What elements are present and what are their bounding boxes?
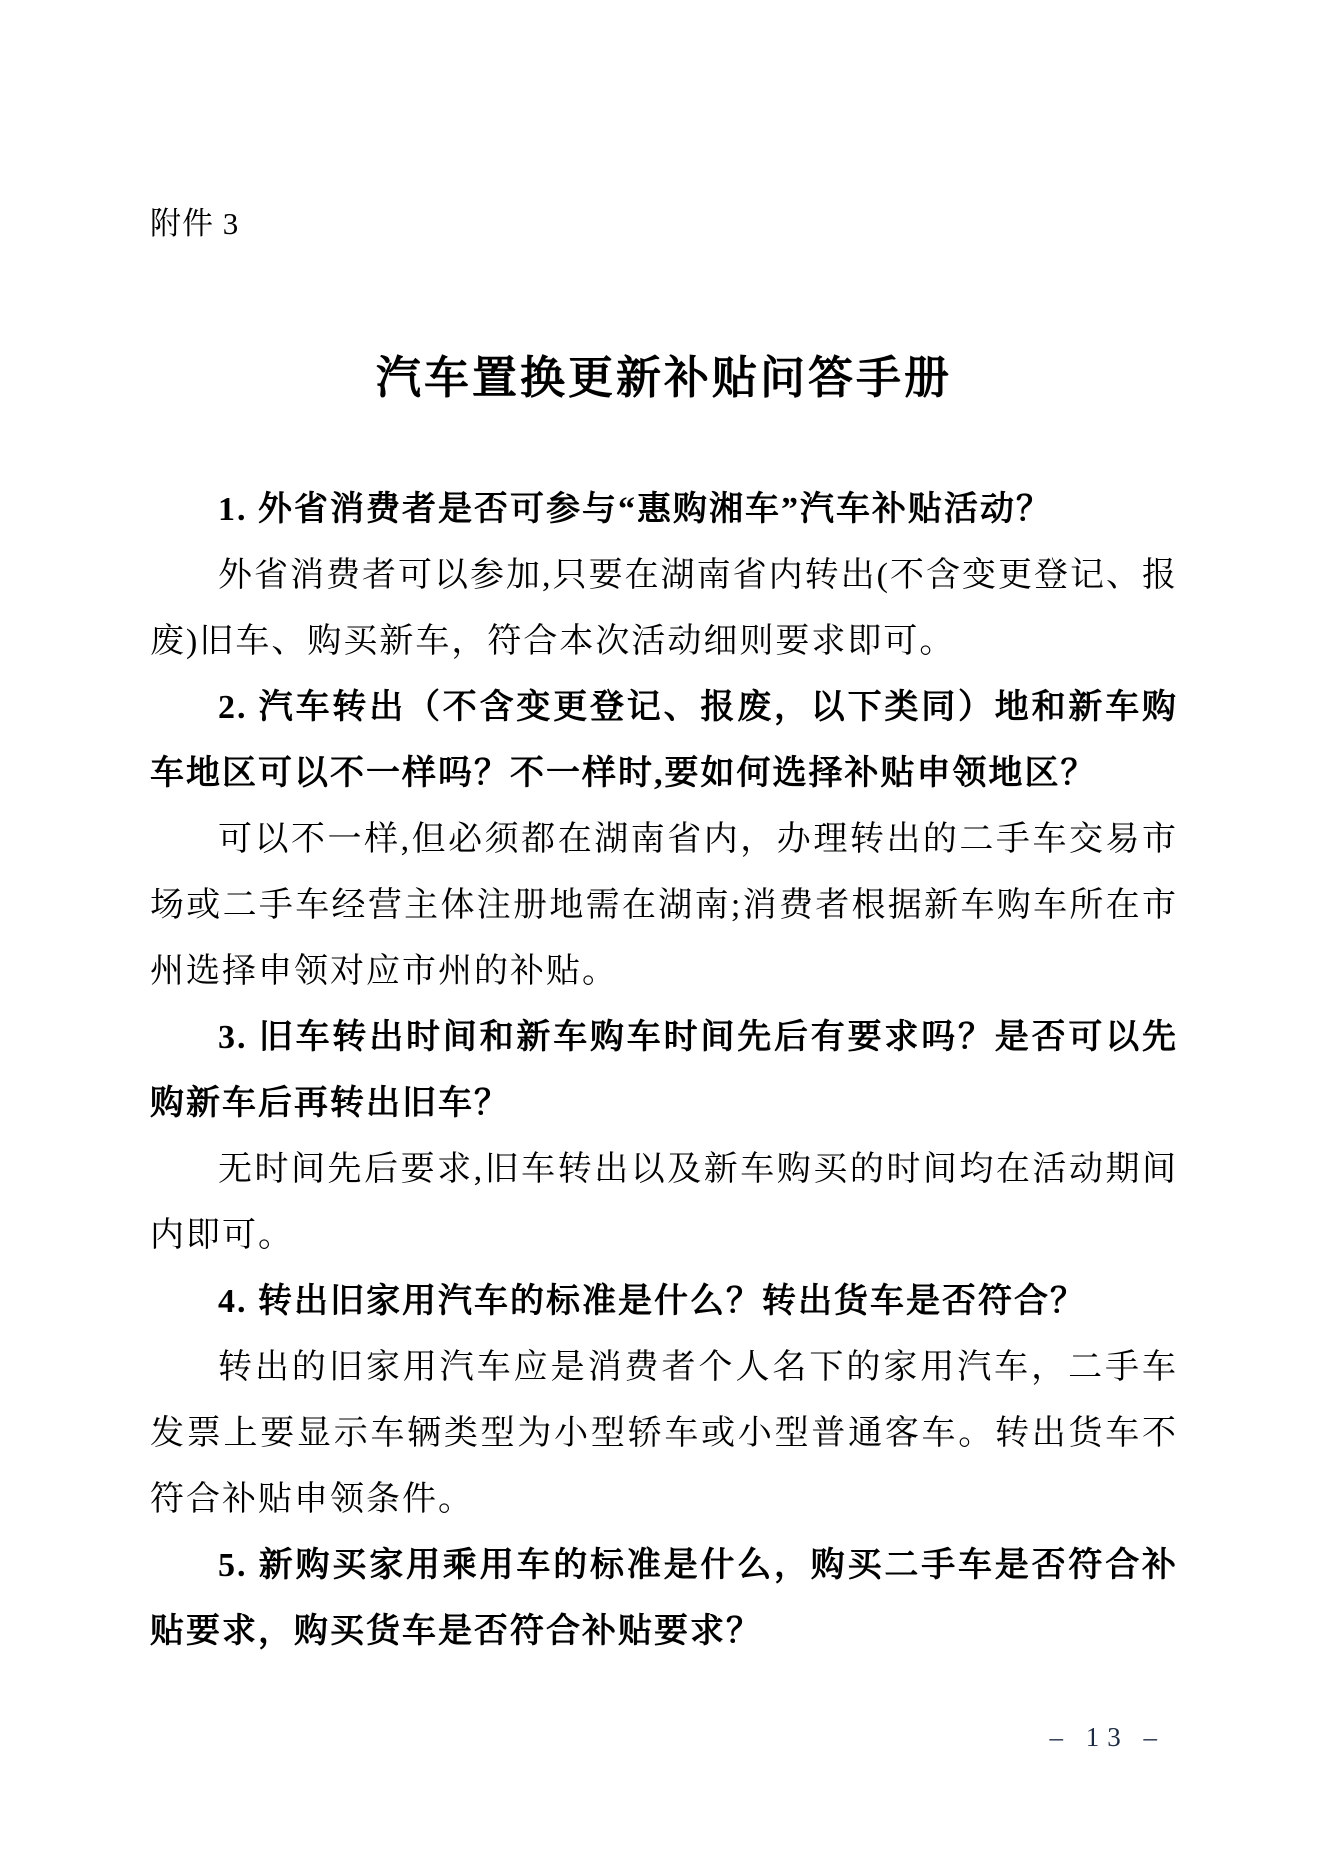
attachment-label: 附件 3: [150, 206, 240, 241]
page-number: – 13 –: [1049, 1722, 1165, 1752]
question-3: 3. 旧车转出时间和新车购车时间先后有要求吗？是否可以先购新车后再转出旧车？: [150, 1019, 1178, 1122]
answer-4: 转出的旧家用汽车应是消费者个人名下的家用汽车，二手车发票上要显示车辆类型为小型轿车或小型普通客车。转出货车不符合补贴申领条件。: [150, 1349, 1178, 1518]
question-5: 5. 新购买家用乘用车的标准是什么，购买二手车是否符合补贴要求，购买货车是否符合补贴要求？: [150, 1547, 1178, 1650]
question-4: 4. 转出旧家用汽车的标准是什么？转出货车是否符合？: [218, 1283, 1086, 1320]
answer-1: 外省消费者可以参加,只要在湖南省内转出(不含变更登记、报废)旧车、购买新车，符合本次活动细则要求即可。: [150, 557, 1178, 660]
document-body: [150, 477, 1178, 1665]
document-title: 汽车置换更新补贴问答手册: [375, 353, 952, 403]
question-2: 2. 汽车转出（不含变更登记、报废，以下类同）地和新车购车地区可以不一样吗？不一样时,要如何选择补贴申领地区？: [150, 689, 1178, 792]
answer-2: 可以不一样,但必须都在湖南省内，办理转出的二手车交易市场或二手车经营主体注册地需在湖南;消费者根据新车购车所在市州选择申领对应市州的补贴。: [150, 821, 1178, 990]
answer-3: 无时间先后要求,旧车转出以及新车购买的时间均在活动期间内即可。: [150, 1151, 1178, 1254]
question-1: 1. 外省消费者是否可参与“惠购湘车”汽车补贴活动？: [218, 491, 1052, 528]
